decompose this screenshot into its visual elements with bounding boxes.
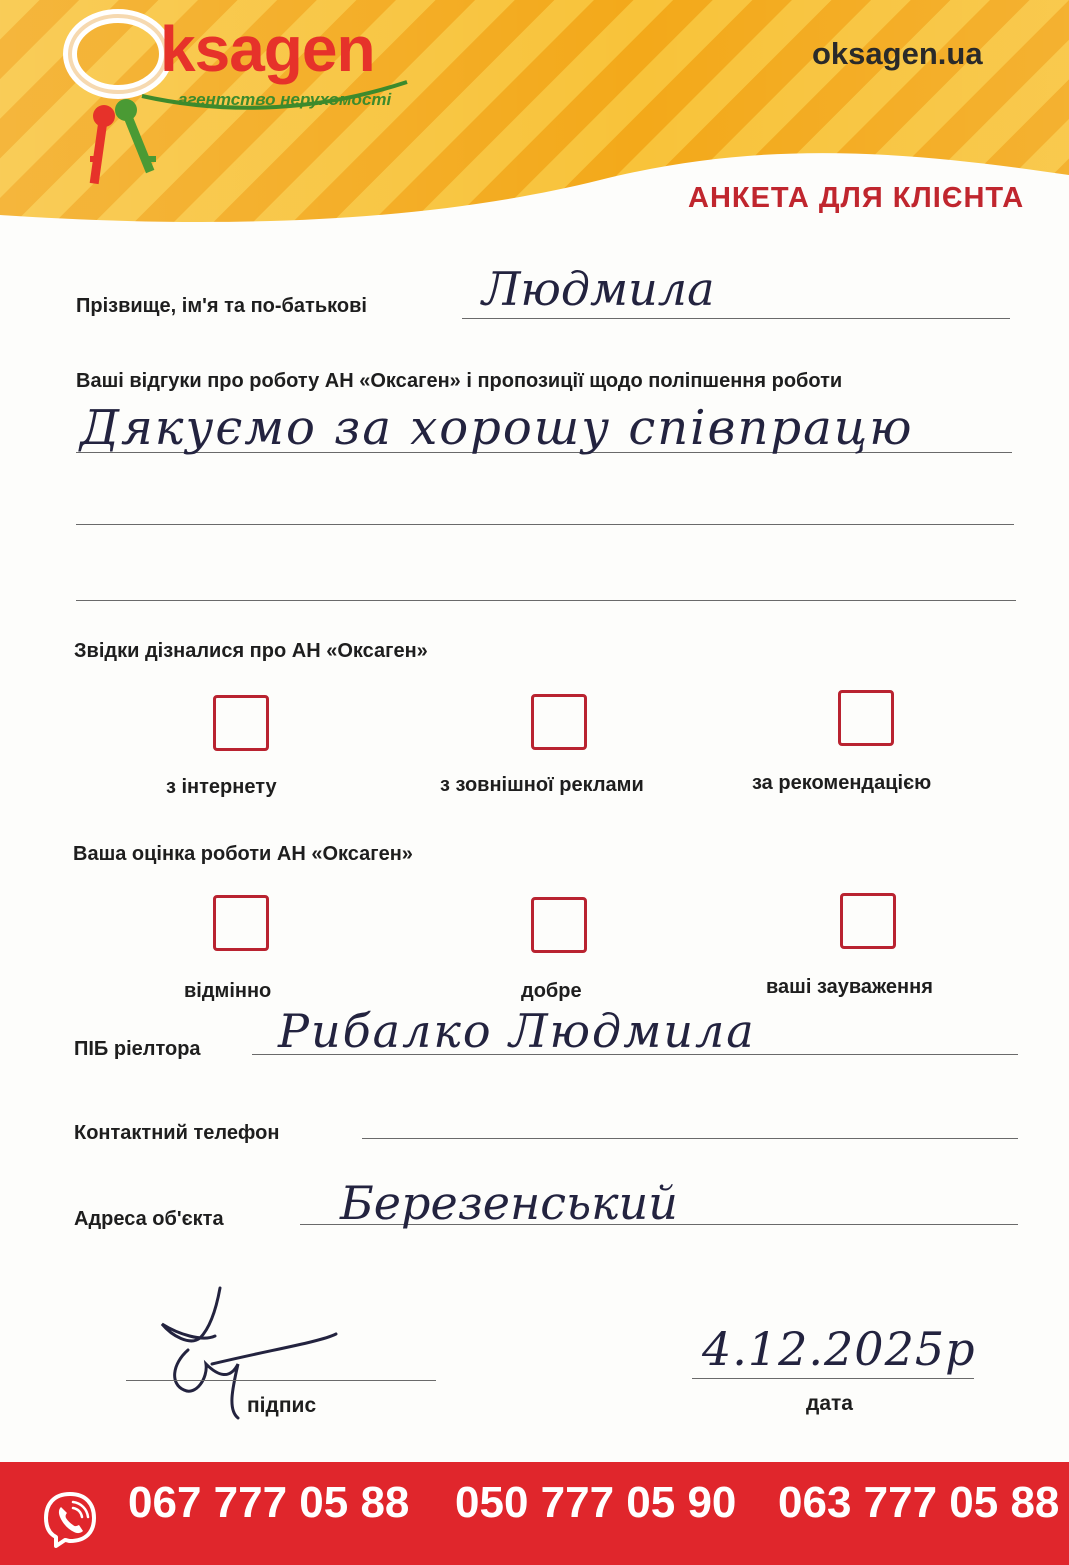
checkbox-outdoor-ads[interactable]	[531, 694, 587, 750]
key-icon	[90, 99, 156, 184]
feedback-line-2	[76, 524, 1014, 525]
option-recommendation: за рекомендацією	[752, 772, 932, 794]
viber-phone-icon[interactable]	[40, 1490, 100, 1550]
phone-label: Контактний телефон	[74, 1122, 280, 1144]
checkbox-remarks[interactable]	[840, 893, 896, 949]
source-label: Звідки дізналися про АН «Оксаген»	[74, 640, 428, 662]
website-link[interactable]: oksagen.ua	[812, 36, 983, 71]
option-outdoor-ads: з зовнішної реклами	[440, 774, 644, 796]
realtor-label: ПІБ ріелтора	[74, 1038, 201, 1060]
phone-number-3[interactable]: 063 777 05 88	[778, 1478, 1060, 1527]
checkbox-good[interactable]	[531, 897, 587, 953]
date-field[interactable]: 4.12.2025р	[702, 1322, 976, 1376]
name-field[interactable]: Людмила	[482, 262, 715, 316]
feedback-line-3	[76, 600, 1016, 601]
address-field[interactable]: Березенський	[340, 1176, 678, 1230]
date-caption: дата	[806, 1392, 853, 1415]
form-title: АНКЕТА ДЛЯ КЛІЄНТА	[688, 182, 1025, 214]
feedback-field[interactable]: Дякуємо за хорошу співпрацю	[80, 400, 914, 456]
address-label: Адреса об'єкта	[74, 1208, 224, 1230]
checkbox-recommendation[interactable]	[838, 690, 894, 746]
option-internet: з інтернету	[166, 776, 277, 798]
phone-line	[362, 1138, 1018, 1139]
option-excellent: відмінно	[184, 980, 272, 1002]
checkbox-excellent[interactable]	[213, 895, 269, 951]
phone-number-2[interactable]: 050 777 05 90	[455, 1478, 737, 1527]
rating-label: Ваша оцінка роботи АН «Оксаген»	[73, 843, 413, 865]
checkbox-internet[interactable]	[213, 695, 269, 751]
logo-wordmark: ksagen	[160, 13, 375, 85]
option-remarks: ваші зауваження	[766, 976, 933, 998]
logo-subtitle: агентство нерухомості	[178, 90, 392, 109]
feedback-label: Ваші відгуки про роботу АН «Оксаген» і пропозиції щодо поліпшення роботи	[76, 370, 843, 392]
signature-line	[126, 1380, 436, 1381]
name-line	[462, 318, 1010, 319]
name-label: Прізвище, ім'я та по-батькові	[76, 295, 367, 317]
signature-caption: підпис	[247, 1394, 317, 1417]
date-line	[692, 1378, 974, 1379]
option-good: добре	[521, 980, 582, 1002]
phone-number-1[interactable]: 067 777 05 88	[128, 1478, 410, 1527]
realtor-field[interactable]: Рибалко Людмила	[278, 1004, 756, 1058]
